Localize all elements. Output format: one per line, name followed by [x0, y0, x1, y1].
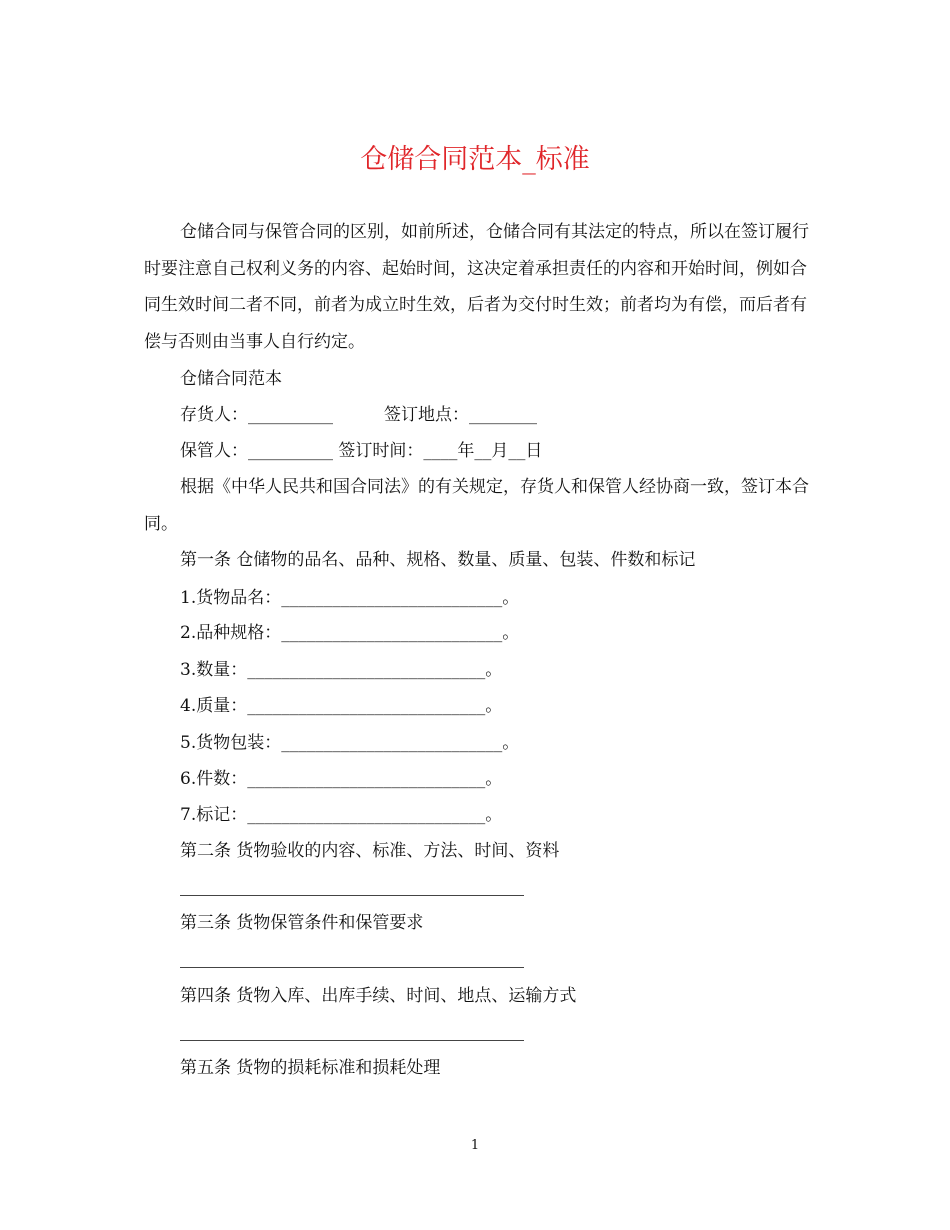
item-line: 6.件数：____________________________。 — [180, 769, 503, 789]
intro-paragraph — [144, 214, 814, 360]
article-1-heading: 第一条 仓储物的品名、品种、规格、数量、质量、包装、件数和标记 — [180, 550, 696, 570]
document-title: 仓储合同范本_标准 — [360, 144, 590, 175]
blank-fill-rule — [180, 1040, 524, 1041]
article-4-heading: 第四条 货物入库、出库手续、时间、地点、运输方式 — [180, 986, 577, 1006]
blank-fill-rule — [180, 895, 524, 896]
preamble-paragraph — [144, 469, 814, 542]
item-line: 4.质量：____________________________。 — [180, 696, 503, 716]
article-2-heading: 第二条 货物验收的内容、标准、方法、时间、资料 — [180, 841, 560, 861]
article-5-heading: 第五条 货物的损耗标准和损耗处理 — [180, 1058, 441, 1078]
page-number: 1 — [470, 1138, 480, 1153]
item-line: 2.品种规格：__________________________。 — [180, 623, 520, 643]
article-3-heading: 第三条 货物保管条件和保管要求 — [180, 913, 424, 933]
item-line: 3.数量：____________________________。 — [180, 660, 503, 680]
item-line: 5.货物包装：__________________________。 — [180, 733, 520, 753]
item-line: 1.货物品名：__________________________。 — [180, 588, 520, 608]
intro-text: 仓储合同与保管合同的区别，如前所述，仓储合同有其法定的特点，所以在签订履行时要注意自己权利义务的内容、起始时间，这决定着承担责任的内容和开始时间，例如合同生效时间二者不同，前者为成立时生效，后者为交付时生效；前者均为有偿，而后者有偿与否则由当事人自行约定。 — [144, 222, 809, 352]
template-heading: 仓储合同范本 — [180, 369, 282, 389]
custodian-line: 保管人：__________ 签订时间：____年__月__日 — [180, 441, 543, 461]
preamble-text: 根据《中华人民共和国合同法》的有关规定，存货人和保管人经协商一致，签订本合同。 — [144, 477, 809, 534]
blank-fill-rule — [180, 967, 524, 968]
item-line: 7.标记：____________________________。 — [180, 805, 503, 825]
depositor-line: 存货人：__________ 签订地点：________ — [180, 405, 537, 425]
